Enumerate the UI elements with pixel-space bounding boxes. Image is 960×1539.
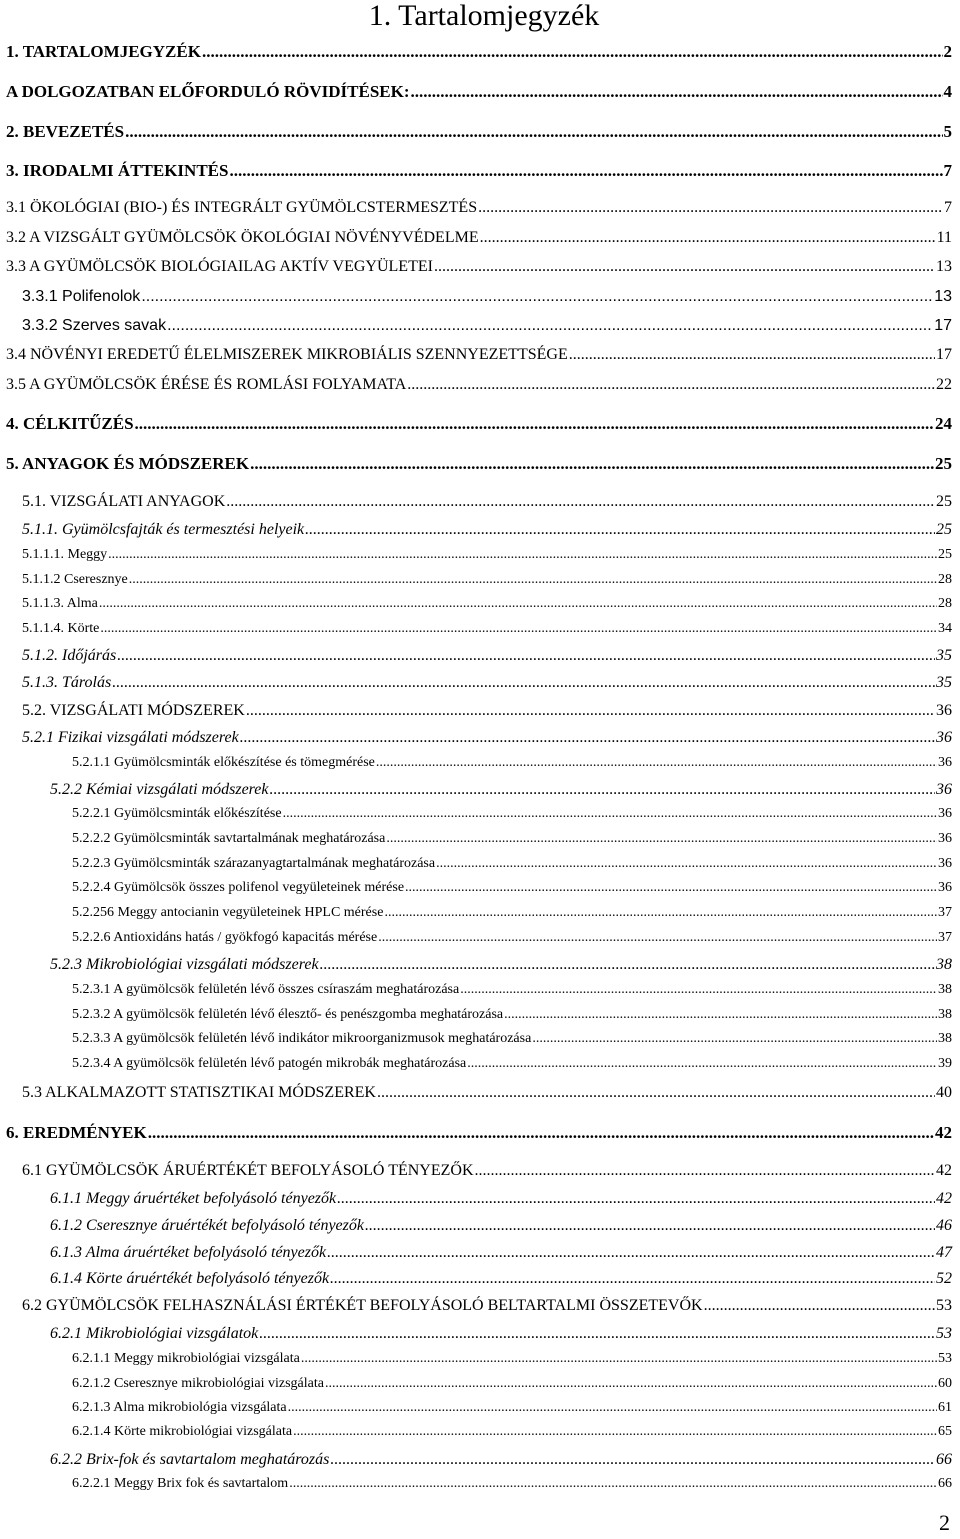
dot-leader (112, 674, 935, 692)
toc-entry[interactable] (72, 1007, 952, 1023)
dot-leader (504, 1007, 937, 1023)
toc-entry[interactable] (50, 1451, 952, 1469)
toc-entry-label: 5.3 ALKALMAZOTT STATISZTIKAI MÓDSZEREK (22, 1084, 376, 1101)
toc-entry-page: 46 (936, 1217, 952, 1234)
toc-entry-page: 38 (938, 1007, 952, 1022)
dot-leader (259, 1325, 935, 1343)
toc-entry-page: 42 (936, 1162, 952, 1179)
dot-leader (229, 161, 942, 181)
toc-entry-label: 5.1.1.1. Meggy (22, 547, 108, 562)
toc-entry[interactable] (72, 1031, 952, 1047)
toc-entry-page: 53 (936, 1325, 952, 1342)
toc-entry-label: 5. ANYAGOK ÉS MÓDSZEREK (6, 454, 250, 473)
toc-entry-page: 40 (936, 1084, 952, 1101)
toc-entry-label: 2. BEVEZETÉS (6, 122, 125, 141)
toc-entry-page: 36 (936, 781, 952, 798)
dot-leader (365, 1217, 935, 1235)
toc-entry-label: 3.1 ÖKOLÓGIAI (BIO-) ÉS INTEGRÁLT GYÜMÖLCSTERMESZTÉS (6, 199, 478, 216)
dot-leader (704, 1297, 935, 1315)
toc-entry-page: 2 (943, 42, 952, 61)
toc-entry-label: 3.3.1 Polifenolok (22, 288, 141, 305)
toc-entry-label: 6.2.1.3 Alma mikrobiológia vizsgálata (72, 1400, 287, 1415)
toc-entry-label: 6.2.1 Mikrobiológiai vizsgálatok (50, 1325, 259, 1342)
toc-entry-label: 6.1.2 Cseresznye áruértékét befolyásoló tényezők (50, 1217, 364, 1234)
toc-entry-label: 5.1.1.3. Alma (22, 596, 98, 611)
toc-entry[interactable] (22, 572, 952, 588)
toc-entry[interactable] (22, 621, 952, 637)
toc-entry-page: 35 (936, 674, 952, 691)
dot-leader (288, 1400, 937, 1416)
toc-entry[interactable] (22, 647, 952, 665)
toc-entry-page: 36 (936, 702, 952, 719)
toc-entry[interactable] (6, 229, 952, 247)
toc-entry-label: 3.3.2 Szerves savak (22, 317, 167, 334)
toc-entry-label: 3.2 A VIZSGÁLT GYÜMÖLCSÖK ÖKOLÓGIAI NÖVÉNYVÉDELME (6, 229, 479, 246)
toc-entry-label: 5.2.2.4 Gyümölcsök összes polifenol vegyületeinek mérése (72, 880, 405, 895)
toc-entry-page: 28 (938, 572, 952, 587)
toc-entry-label: 5.1.1. Gyümölcsfajták és termesztési helyeik (22, 521, 305, 538)
toc-entry-page: 36 (938, 806, 952, 821)
toc-entry-page: 52 (936, 1270, 952, 1287)
toc-entry-page: 38 (938, 1031, 952, 1046)
toc-entry[interactable] (22, 1297, 952, 1315)
toc-entry-page: 22 (936, 376, 952, 393)
toc-entry-label: 5.2.1 Fizikai vizsgálati módszerek (22, 729, 239, 746)
toc-entry-page: 37 (938, 930, 952, 945)
toc-entry-label: 5.2.3.2 A gyümölcsök felületén lévő élesztő- és penészgomba meghatározása (72, 1007, 504, 1022)
toc-entry-page: 7 (943, 161, 952, 180)
toc-entry[interactable] (72, 1476, 952, 1492)
toc-entry-label: 5.2.2.6 Antioxidáns hatás / gyökfogó kapacitás mérése (72, 930, 378, 945)
dot-leader (270, 781, 936, 799)
toc-entry-label: 3.5 A GYÜMÖLCSÖK ÉRÉSE ÉS ROMLÁSI FOLYAMATA (6, 376, 407, 393)
toc-entry-page: 13 (934, 288, 952, 305)
dot-leader (250, 454, 934, 474)
toc-entry[interactable] (22, 1162, 952, 1180)
toc-entry-page: 7 (944, 199, 952, 216)
toc-entry-page: 39 (938, 1056, 952, 1071)
toc-entry-label: 6.1.3 Alma áruértéket befolyásoló tényezők (50, 1244, 327, 1261)
dot-leader (305, 521, 935, 539)
toc-entry-label: 5.2.1.1 Gyümölcsminták előkészítése és tömegmérése (72, 755, 375, 770)
toc-entry-label: 5.1.1.2 Cseresznye (22, 572, 128, 587)
dot-leader (434, 258, 935, 276)
toc-entry-label: 6.2.2 Brix-fok és savtartalom meghatározás (50, 1451, 330, 1468)
toc-entry-label: 5.2.3 Mikrobiológiai vizsgálati módszerek (50, 956, 319, 973)
toc-entry[interactable] (22, 1084, 952, 1102)
dot-leader (293, 1424, 937, 1440)
toc-entry-page: 13 (936, 258, 952, 275)
toc-entry[interactable] (72, 930, 952, 946)
dot-leader (407, 376, 935, 394)
dot-leader (480, 229, 936, 247)
dot-leader (330, 1451, 935, 1469)
toc-entry[interactable] (6, 454, 952, 474)
toc-entry-label: 4. CÉLKITŰZÉS (6, 414, 134, 433)
toc-entry[interactable] (50, 1190, 952, 1208)
toc-entry-label: 5.2.2.1 Gyümölcsminták előkészítése (72, 806, 282, 821)
toc-entry-page: 38 (938, 982, 952, 997)
toc-entry[interactable] (6, 122, 952, 142)
dot-leader (202, 42, 943, 62)
toc-entry[interactable] (72, 1351, 952, 1367)
toc-entry-page: 42 (935, 1123, 952, 1142)
dot-leader (117, 647, 935, 665)
toc-entry-page: 38 (936, 956, 952, 973)
toc-entry[interactable] (22, 521, 952, 539)
dot-leader (460, 982, 937, 998)
toc-entry-label: 6.1 GYÜMÖLCSÖK ÁRUÉRTÉKÉT BEFOLYÁSOLÓ TÉNYEZŐK (22, 1162, 474, 1179)
toc-entry-label: 5.2.2.2 Gyümölcsminták savtartalmának meghatározása (72, 831, 386, 846)
toc-entry-page: 66 (938, 1476, 952, 1491)
toc-entry[interactable] (22, 547, 952, 563)
toc-entry-label: 6.2 GYÜMÖLCSÖK FELHASZNÁLÁSI ÉRTÉKÉT BEFOLYÁSOLÓ BELTARTALMI ÖSSZETEVŐK (22, 1297, 703, 1314)
toc-entry[interactable] (72, 806, 952, 822)
toc-entry-label: 6.2.2.1 Meggy Brix fok és savtartalom (72, 1476, 289, 1491)
page-number: 2 (939, 1510, 950, 1535)
toc-entry-page: 4 (943, 82, 952, 101)
toc-entry-page: 36 (938, 880, 952, 895)
toc-entry[interactable] (22, 702, 952, 720)
dot-leader (378, 930, 937, 946)
toc-entry-page: 53 (938, 1351, 952, 1366)
dot-leader (475, 1162, 935, 1180)
toc-entry-page: 25 (935, 454, 952, 473)
toc-entry-page: 36 (936, 729, 952, 746)
dot-leader (100, 621, 937, 637)
toc-entry-label: 5.2.3.1 A gyümölcsök felületén lévő összes csíraszám meghatározása (72, 982, 460, 997)
toc-entry-label: 5.2.3.4 A gyümölcsök felületén lévő patogén mikrobák meghatározása (72, 1056, 467, 1071)
toc-entry-page: 24 (935, 414, 952, 433)
dot-leader (384, 905, 937, 921)
toc-entry[interactable] (72, 831, 952, 847)
toc-entry-label: 5.1.2. Időjárás (22, 647, 117, 664)
toc-entry[interactable] (50, 781, 952, 799)
toc-entry-page: 5 (943, 122, 952, 141)
dot-leader (135, 414, 934, 434)
toc-entry-label: 3. IRODALMI ÁTTEKINTÉS (6, 161, 229, 180)
dot-leader (411, 82, 943, 102)
toc-entry-page: 65 (938, 1424, 952, 1439)
toc-entry-page: 66 (936, 1451, 952, 1468)
dot-leader (405, 880, 937, 896)
toc-entry-page: 35 (936, 647, 952, 664)
toc-entry[interactable] (22, 674, 952, 692)
toc-entry[interactable] (22, 317, 952, 335)
toc-entry[interactable] (50, 956, 952, 974)
toc-entry-label: 1. TARTALOMJEGYZÉK (6, 42, 201, 61)
toc-entry-page: 25 (938, 547, 952, 562)
toc-entry-label: 5.2.256 Meggy antocianin vegyületeinek HPLC mérése (72, 905, 384, 920)
toc-entry[interactable] (72, 1400, 952, 1416)
toc-entry[interactable] (72, 856, 952, 872)
dot-leader (478, 199, 943, 217)
toc-entry[interactable] (6, 82, 952, 102)
dot-leader (108, 547, 937, 563)
toc-entry-label: 6.2.1.4 Körte mikrobiológiai vizsgálata (72, 1424, 293, 1439)
toc-entry-label: 5.1.3. Tárolás (22, 674, 112, 691)
toc-entry[interactable] (50, 1244, 952, 1262)
toc-entry[interactable] (50, 1217, 952, 1235)
dot-leader (246, 702, 935, 720)
toc-entry-label: 6.2.1.2 Cseresznye mikrobiológiai vizsgálata (72, 1376, 324, 1391)
toc-entry-page: 36 (938, 755, 952, 770)
toc-entry[interactable] (72, 1424, 952, 1440)
toc-entry[interactable] (72, 755, 952, 771)
toc-entry-label: 5.1.1.4. Körte (22, 621, 100, 636)
toc-entry-page: 25 (936, 521, 952, 538)
toc-entry[interactable] (22, 288, 952, 306)
toc-entry[interactable] (72, 905, 952, 921)
toc-entry[interactable] (6, 346, 952, 364)
toc-entry-page: 17 (934, 317, 952, 334)
toc-entry[interactable] (6, 258, 952, 276)
dot-leader (532, 1031, 937, 1047)
toc-entry[interactable] (22, 493, 952, 511)
dot-leader (376, 755, 937, 771)
toc-entry-page: 47 (936, 1244, 952, 1261)
toc-entry[interactable] (72, 1056, 952, 1072)
toc-entry-label: 6.2.1.1 Meggy mikrobiológiai vizsgálata (72, 1351, 300, 1366)
dot-leader (436, 856, 937, 872)
toc-entry[interactable] (22, 596, 952, 612)
toc-entry-page: 25 (936, 493, 952, 510)
dot-leader (320, 956, 935, 974)
toc-entry[interactable] (6, 161, 952, 181)
toc-entry[interactable] (6, 199, 952, 217)
toc-entry-label: A DOLGOZATBAN ELŐFORDULÓ RÖVIDÍTÉSEK: (6, 82, 410, 101)
toc-entry[interactable] (72, 982, 952, 998)
toc-entry[interactable] (72, 880, 952, 896)
toc-entry-label: 6.1.1 Meggy áruértéket befolyásoló tényezők (50, 1190, 337, 1207)
toc-entry-label: 5.2.3.3 A gyümölcsök felületén lévő indikátor mikroorganizmusok meghatározása (72, 1031, 532, 1046)
toc-entry-page: 28 (938, 596, 952, 611)
dot-leader (167, 317, 933, 335)
toc-entry-page: 42 (936, 1190, 952, 1207)
dot-leader (569, 346, 935, 364)
toc-entry-page: 34 (938, 621, 952, 636)
page-title: 1. Tartalomjegyzék (368, 0, 600, 32)
toc-entry-page: 60 (938, 1376, 952, 1391)
dot-leader (148, 1123, 934, 1143)
toc-entry[interactable] (72, 1376, 952, 1392)
toc-entry[interactable] (22, 729, 952, 747)
toc-entry-label: 5.2.2.3 Gyümölcsminták szárazanyagtartalmának meghatározása (72, 856, 436, 871)
dot-leader (226, 493, 935, 511)
toc-entry-page: 36 (938, 831, 952, 846)
dot-leader (283, 806, 937, 822)
dot-leader (240, 729, 935, 747)
toc-entry-page: 61 (938, 1400, 952, 1415)
toc-entry-label: 6. EREDMÉNYEK (6, 1123, 147, 1142)
toc-entry[interactable] (6, 414, 952, 434)
toc-entry-label: 5.2.2 Kémiai vizsgálati módszerek (50, 781, 269, 798)
toc-entry-page: 11 (936, 229, 952, 246)
toc-entry-page: 37 (938, 905, 952, 920)
toc-entry[interactable] (50, 1325, 952, 1343)
toc-entry[interactable] (6, 1123, 952, 1143)
dot-leader (330, 1270, 935, 1288)
dot-leader (327, 1244, 935, 1262)
toc-entry[interactable] (6, 376, 952, 394)
toc-entry-label: 6.1.4 Körte áruértékét befolyásoló tényezők (50, 1270, 330, 1287)
toc-entry-label: 5.2. VIZSGÁLATI MÓDSZEREK (22, 702, 245, 719)
dot-leader (467, 1056, 937, 1072)
dot-leader (129, 572, 937, 588)
toc-entry[interactable] (6, 42, 952, 62)
toc-entry-page: 17 (936, 346, 952, 363)
toc-entry-label: 3.4 NÖVÉNYI EREDETŰ ÉLELMISZEREK MIKROBIÁLIS SZENNYEZETTSÉGE (6, 346, 568, 363)
dot-leader (377, 1084, 935, 1102)
dot-leader (125, 122, 942, 142)
dot-leader (301, 1351, 937, 1367)
toc-entry-page: 36 (938, 856, 952, 871)
dot-leader (141, 288, 933, 306)
dot-leader (289, 1476, 937, 1492)
toc-entry-label: 3.3 A GYÜMÖLCSÖK BIOLÓGIAILAG AKTÍV VEGYÜLETEI (6, 258, 433, 275)
dot-leader (386, 831, 937, 847)
dot-leader (99, 596, 937, 612)
toc-entry[interactable] (50, 1270, 952, 1288)
toc-entry-label: 5.1. VIZSGÁLATI ANYAGOK (22, 493, 226, 510)
dot-leader (337, 1190, 935, 1208)
toc-entry-page: 53 (936, 1297, 952, 1314)
dot-leader (325, 1376, 937, 1392)
